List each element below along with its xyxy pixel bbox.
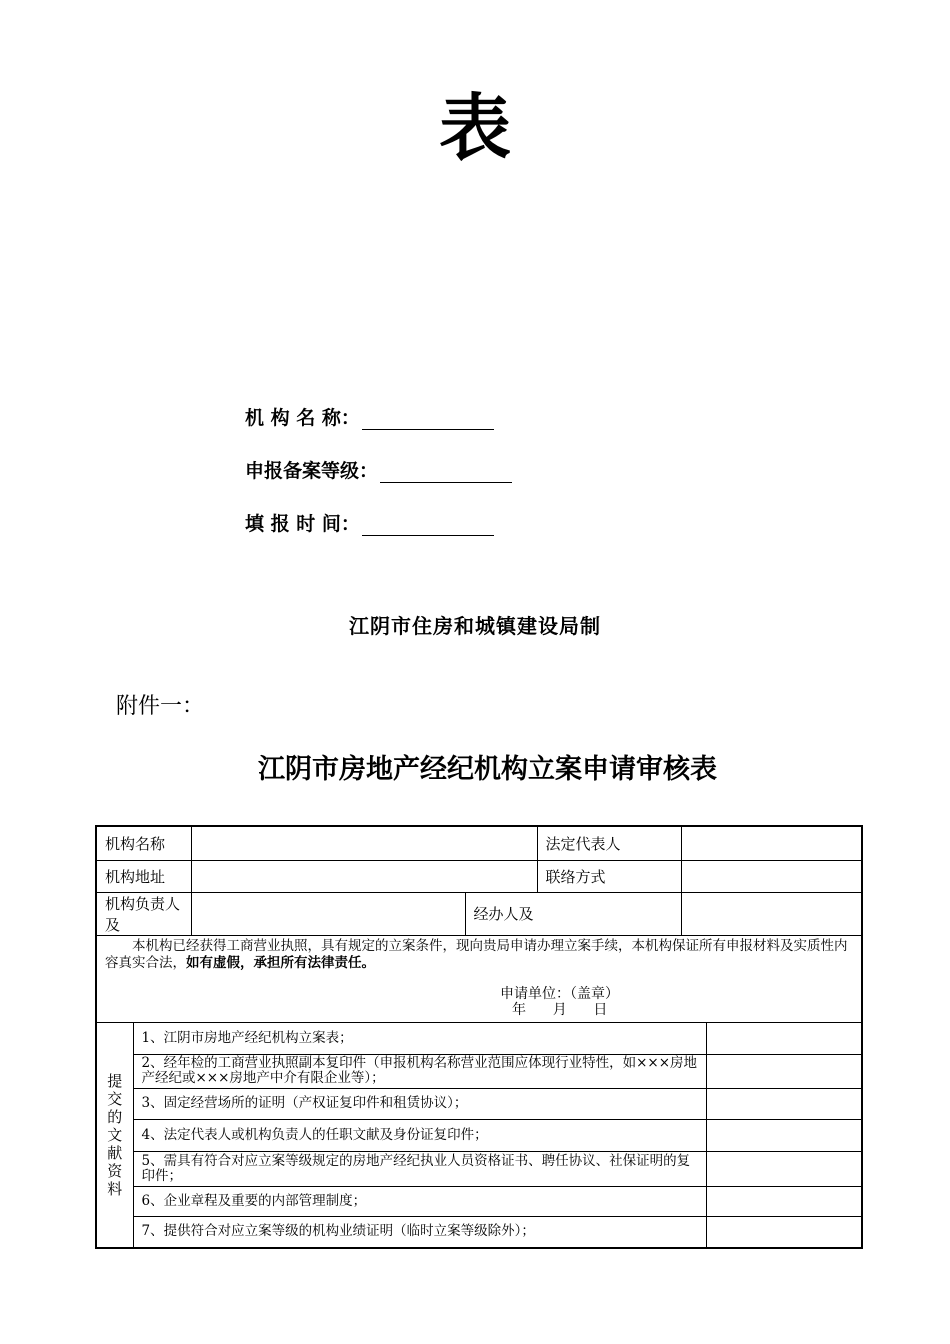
- table-row: [96, 892, 862, 935]
- org-address-value[interactable]: [191, 860, 537, 892]
- handler-value[interactable]: [681, 892, 862, 935]
- table-row: [96, 1054, 862, 1088]
- handler-cell: 经办人及: [465, 892, 681, 935]
- org-name-field: [245, 396, 494, 430]
- table-row: [96, 1151, 862, 1186]
- org-name-value[interactable]: [191, 826, 537, 860]
- contact-value[interactable]: [681, 860, 862, 892]
- org-head-value[interactable]: [191, 892, 465, 935]
- doc-label-char: 献: [107, 1143, 123, 1162]
- filing-level-field: [245, 449, 512, 483]
- attachment-label: 附件一：: [116, 694, 205, 719]
- org-name-blank[interactable]: [362, 407, 494, 430]
- doc-label-char: 料: [107, 1179, 123, 1198]
- declaration-cell: [96, 935, 862, 1022]
- cover-title: 表: [438, 85, 511, 170]
- table-row: [96, 1186, 862, 1216]
- document-check[interactable]: [706, 1054, 862, 1088]
- signature-block: [500, 986, 853, 1018]
- apply-date: 年 月 日: [512, 1001, 608, 1018]
- doc-label-char: 交: [107, 1089, 123, 1108]
- doc-label-char: 文: [107, 1125, 123, 1144]
- document-check[interactable]: [706, 1186, 862, 1216]
- org-name-label: 机 构 名 称：: [245, 407, 360, 429]
- documents-label: [96, 1022, 133, 1248]
- table-row: [96, 935, 862, 1022]
- declaration-text: [105, 938, 853, 972]
- org-address-cell: 机构地址: [96, 860, 191, 892]
- table-row: [96, 1022, 862, 1054]
- document-item: 5、需具有符合对应立案等级规定的房地产经纪执业人员资格证书、聘任协议、社保证明的复印件；: [133, 1151, 706, 1186]
- filing-level-blank[interactable]: [380, 460, 512, 483]
- declaration-body: 本机构已经获得工商营业执照，具有规定的立案条件，现向贵局申请办理立案手续，本机构保证所有申报材料及实质性内容真实合法，: [105, 937, 848, 971]
- document-check[interactable]: [706, 1088, 862, 1119]
- document-check[interactable]: [706, 1022, 862, 1054]
- org-head-cell: 机构负责人及: [96, 892, 191, 935]
- table-row: [96, 1088, 862, 1119]
- document-item: 4、法定代表人或机构负责人的任职文献及身份证复印件；: [133, 1119, 706, 1151]
- table-row: [96, 826, 862, 860]
- fill-date-label: 填 报 时 间：: [245, 513, 360, 535]
- application-form-table: [95, 825, 863, 1249]
- doc-label-char: 提: [107, 1071, 123, 1090]
- fill-date-field: [245, 502, 494, 536]
- fill-date-blank[interactable]: [362, 513, 494, 536]
- document-check[interactable]: [706, 1151, 862, 1186]
- document-item: 2、经年检的工商营业执照副本复印件（申报机构名称营业范围应体现行业特性，如×××房地产经纪或×××房地产中介有限企业等）；: [133, 1054, 706, 1088]
- form-title: 江阴市房地产经纪机构立案申请审核表: [258, 754, 717, 785]
- org-name-cell: 机构名称: [96, 826, 191, 860]
- table-row: [96, 860, 862, 892]
- table-row: [96, 1216, 862, 1248]
- table-row: [96, 1119, 862, 1151]
- document-check[interactable]: [706, 1216, 862, 1248]
- doc-label-char: 的: [107, 1107, 123, 1126]
- document-check[interactable]: [706, 1119, 862, 1151]
- declaration-liability: 如有虚假，承担所有法律责任。: [186, 954, 375, 971]
- doc-label-char: 资: [107, 1161, 123, 1180]
- document-item: 3、固定经营场所的证明（产权证复印件和租赁协议）；: [133, 1088, 706, 1119]
- filing-level-label: 申报备案等级：: [245, 460, 379, 482]
- document-item: 1、江阴市房地产经纪机构立案表；: [133, 1022, 706, 1054]
- issuer: 江阴市住房和城镇建设局制: [349, 614, 601, 638]
- legal-rep-value[interactable]: [681, 826, 862, 860]
- legal-rep-cell: 法定代表人: [537, 826, 681, 860]
- applicant-seal-label: 申请单位：（盖章）: [500, 985, 619, 1002]
- document-item: 6、企业章程及重要的内部管理制度；: [133, 1186, 706, 1216]
- document-item: 7、提供符合对应立案等级的机构业绩证明（临时立案等级除外）；: [133, 1216, 706, 1248]
- contact-cell: 联络方式: [537, 860, 681, 892]
